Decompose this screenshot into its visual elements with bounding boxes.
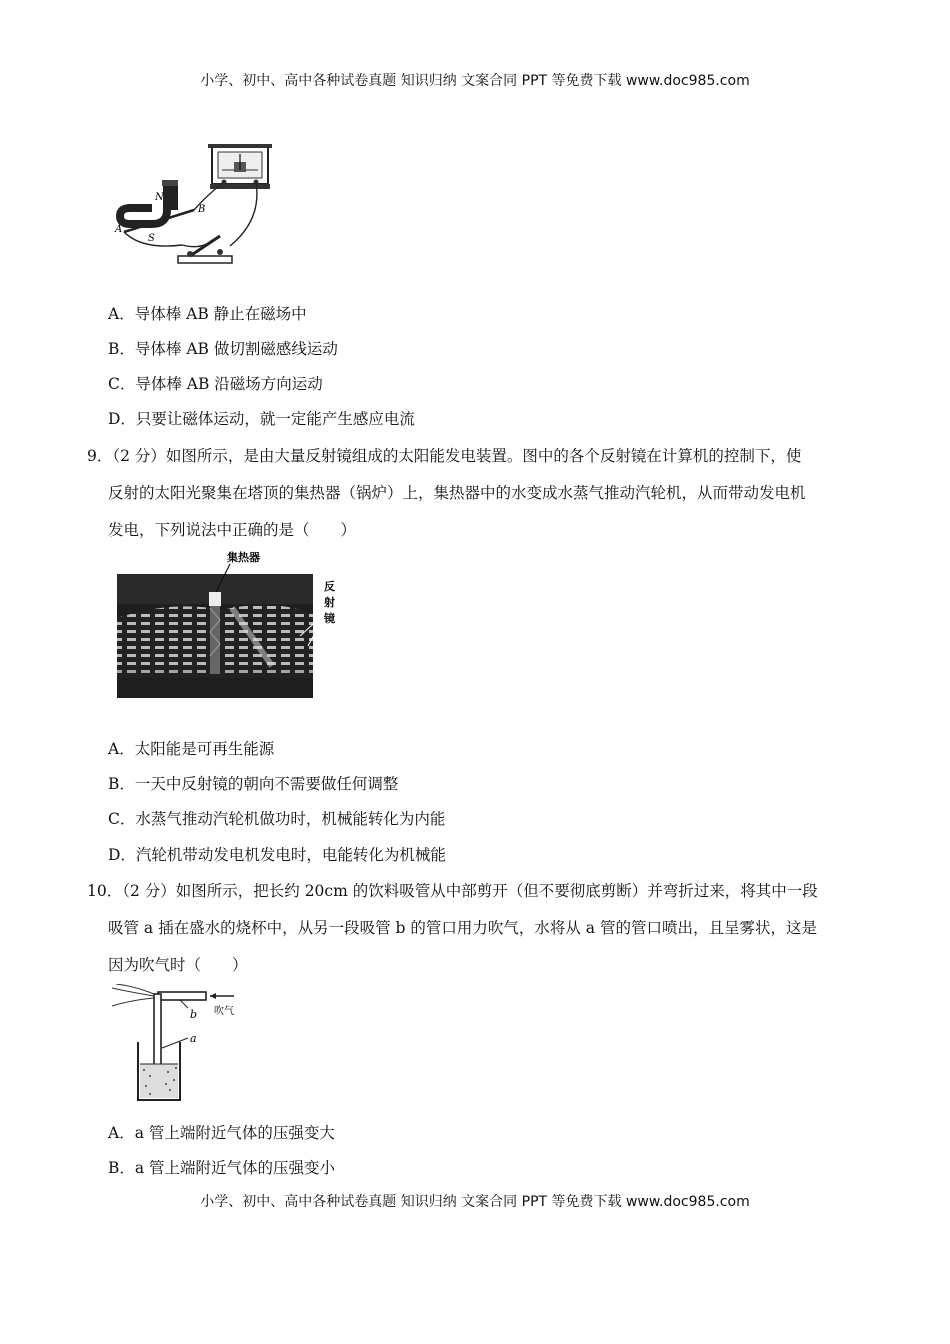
- q10-stem-line-1: 10．（2 分）如图所示，把长约 20cm 的饮料吸管从中部剪开（但不要彻底剪断）并弯折过来，将其中一段: [87, 882, 818, 900]
- q9-option-c: C．水蒸气推动汽轮机做功时，机械能转化为内能: [108, 810, 446, 828]
- q9-option-a: A．太阳能是可再生能源: [108, 740, 275, 758]
- q9-label-mirror-3: 镜: [324, 612, 335, 625]
- q9-label-collector: 集热器: [227, 551, 260, 564]
- q9-option-d: D．汽轮机带动发电机发电时，电能转化为机械能: [108, 846, 446, 864]
- q10-label-a: a: [190, 1032, 197, 1045]
- q8-option-c: C．导体棒 AB 沿磁场方向运动: [108, 375, 323, 393]
- q9-stem-line-2: 反射的太阳光聚集在塔顶的集热器（锅炉）上，集热器中的水变成水蒸气推动汽轮机，从而带动发电机: [108, 484, 806, 502]
- q8-option-a: A．导体棒 AB 静止在磁场中: [108, 305, 307, 323]
- q8-label-a: A: [115, 224, 123, 235]
- page-footer: 小学、初中、高中各种试卷真题 知识归纳 文案合同 PPT 等免费下载 www.doc985.com: [200, 1194, 750, 1210]
- q10-option-b: B．a 管上端附近气体的压强变小: [108, 1159, 336, 1177]
- q9-stem-line-1: 9．（2 分）如图所示，是由大量反射镜组成的太阳能发电装置。图中的各个反射镜在计算机的控制下，使: [87, 447, 802, 465]
- q9-solar-tower-figure: [112, 548, 342, 703]
- q8-induction-figure: [112, 140, 277, 270]
- q9-option-b: B．一天中反射镜的朝向不需要做任何调整: [108, 775, 399, 793]
- q10-label-b: b: [190, 1008, 198, 1021]
- q8-option-b: B．导体棒 AB 做切割磁感线运动: [108, 340, 338, 358]
- q9-label-mirror-1: 反: [324, 580, 335, 593]
- q8-label-s: S: [148, 233, 155, 244]
- q8-label-n: N: [155, 192, 164, 203]
- q10-option-a: A．a 管上端附近气体的压强变大: [108, 1124, 335, 1142]
- page-header: 小学、初中、高中各种试卷真题 知识归纳 文案合同 PPT 等免费下载 www.doc985.com: [200, 73, 750, 89]
- q10-stem-line-2: 吸管 a 插在盛水的烧杯中，从另一段吸管 b 的管口用力吹气，水将从 a 管的管口喷出，且呈雾状，这是: [108, 919, 817, 937]
- q9-stem-line-3: 发电，下列说法中正确的是（ ）: [108, 521, 357, 539]
- q10-straw-figure: [110, 984, 250, 1109]
- q10-stem-line-3: 因为吹气时（ ）: [108, 956, 248, 974]
- q9-label-mirror-2: 射: [324, 596, 335, 609]
- q8-option-d: D．只要让磁体运动，就一定能产生感应电流: [108, 410, 415, 428]
- q10-label-blow: 吹气: [214, 1006, 234, 1017]
- q8-label-b: B: [198, 204, 206, 215]
